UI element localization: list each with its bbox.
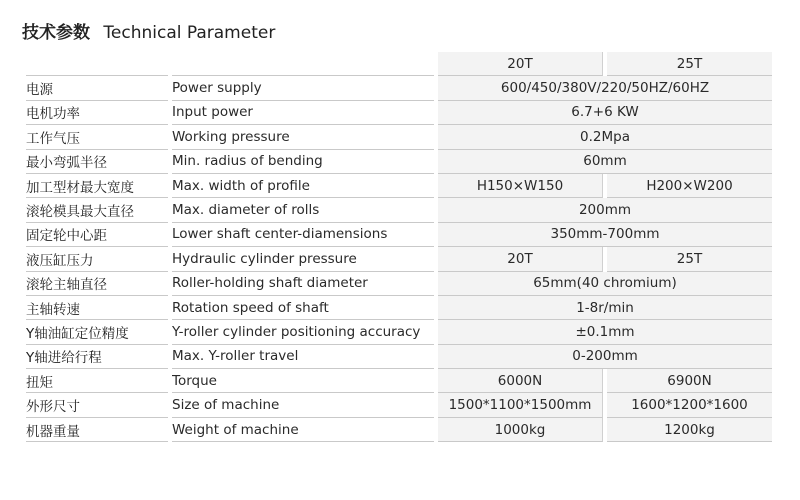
row-label-en: Lower shaft center-diamensions (172, 223, 434, 247)
row-value: 6.7+6 KW (438, 101, 772, 125)
row-label-en: Rotation speed of shaft (172, 296, 434, 320)
table-row (26, 369, 772, 393)
row-label-en: Torque (172, 369, 434, 393)
table-row (26, 272, 772, 296)
table-row (26, 247, 772, 271)
row-label-cn: 电源 (26, 76, 168, 100)
row-value-20t: 6000N (438, 369, 603, 393)
page-title (22, 18, 275, 43)
row-label-cn: 液压缸压力 (26, 247, 168, 271)
row-value-25t: H200×W200 (607, 174, 772, 198)
row-label-cn: Y轴进给行程 (26, 345, 168, 369)
row-value: 1-8r/min (438, 296, 772, 320)
table-row (26, 101, 772, 125)
row-value-25t: 1200kg (607, 418, 772, 442)
column-header-25t: 25T (607, 52, 772, 76)
row-label-cn: Y轴油缸定位精度 (26, 320, 168, 344)
row-label-cn: 主轴转速 (26, 296, 168, 320)
row-label-cn: 最小弯弧半径 (26, 150, 168, 174)
row-label-en: Working pressure (172, 125, 434, 149)
row-label-en: Max. Y-roller travel (172, 345, 434, 369)
header-blank-en (172, 52, 434, 76)
row-value-20t: 20T (438, 247, 603, 271)
row-value-20t: H150×W150 (438, 174, 603, 198)
table-row (26, 223, 772, 247)
table-row (26, 296, 772, 320)
row-label-cn: 工作气压 (26, 125, 168, 149)
column-header-20t: 20T (438, 52, 603, 76)
row-value: 65mm(40 chromium) (438, 272, 772, 296)
row-label-en: Power supply (172, 76, 434, 100)
row-value-20t: 1500*1100*1500mm (438, 393, 603, 417)
table-row (26, 125, 772, 149)
row-value-25t: 25T (607, 247, 772, 271)
row-value-20t: 1000kg (438, 418, 603, 442)
row-label-en: Hydraulic cylinder pressure (172, 247, 434, 271)
table-row (26, 393, 772, 417)
table-row (26, 150, 772, 174)
row-label-cn: 电机功率 (26, 101, 168, 125)
table-row (26, 345, 772, 369)
row-label-cn: 滚轮模具最大直径 (26, 198, 168, 222)
parameter-table (22, 52, 776, 442)
row-value: ±0.1mm (438, 320, 772, 344)
row-value-25t: 1600*1200*1600 (607, 393, 772, 417)
row-value-25t: 6900N (607, 369, 772, 393)
row-label-cn: 滚轮主轴直径 (26, 272, 168, 296)
table-row (26, 198, 772, 222)
row-label-cn: 加工型材最大宽度 (26, 174, 168, 198)
row-value: 350mm-700mm (438, 223, 772, 247)
row-value: 200mm (438, 198, 772, 222)
row-label-en: Max. diameter of rolls (172, 198, 434, 222)
row-value: 600/450/380V/220/50HZ/60HZ (438, 76, 772, 100)
table-row (26, 174, 772, 198)
row-label-en: Input power (172, 101, 434, 125)
row-label-en: Min. radius of bending (172, 150, 434, 174)
header-blank-cn (26, 52, 168, 76)
row-label-en: Weight of machine (172, 418, 434, 442)
page-title-en: Technical Parameter (103, 23, 276, 43)
table-row (26, 76, 772, 100)
row-label-en: Y-roller cylinder positioning accuracy (172, 320, 434, 344)
table-row (26, 320, 772, 344)
row-value: 60mm (438, 150, 772, 174)
table-row (26, 418, 772, 442)
row-label-cn: 扭矩 (26, 369, 168, 393)
row-label-cn: 外形尺寸 (26, 393, 168, 417)
table-header-row (26, 52, 772, 76)
row-label-en: Size of machine (172, 393, 434, 417)
row-label-cn: 固定轮中心距 (26, 223, 168, 247)
row-value: 0-200mm (438, 345, 772, 369)
page-title-cn: 技术参数 (22, 23, 90, 43)
row-label-en: Roller-holding shaft diameter (172, 272, 434, 296)
row-label-en: Max. width of profile (172, 174, 434, 198)
row-value: 0.2Mpa (438, 125, 772, 149)
row-label-cn: 机器重量 (26, 418, 168, 442)
